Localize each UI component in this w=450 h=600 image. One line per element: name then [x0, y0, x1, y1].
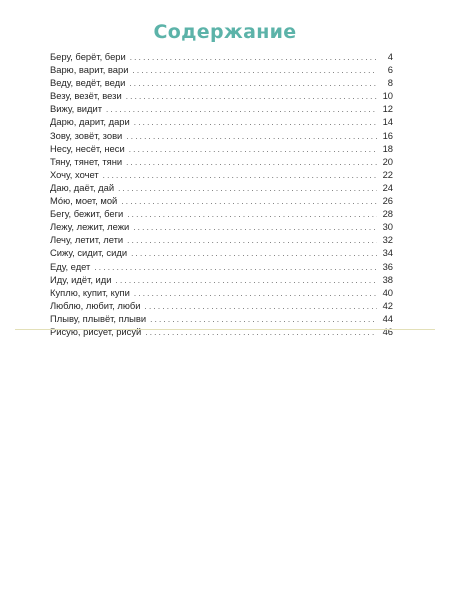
toc-entry-label: Сижу, сидит, сиди — [50, 247, 128, 259]
dot-leader — [145, 300, 377, 313]
toc-entry-page: 30 — [382, 221, 393, 233]
toc-entry — [50, 155, 393, 168]
dot-leader — [145, 326, 377, 339]
toc-entry-label: Плыву, плывёт, плыви — [50, 312, 147, 324]
toc-entry-page: 14 — [382, 116, 393, 128]
dot-leader — [94, 261, 377, 274]
toc-entry — [50, 115, 393, 128]
dot-leader — [103, 169, 377, 182]
dot-leader — [127, 234, 377, 247]
toc-entry-page: 8 — [387, 77, 393, 89]
toc-entry-label: Веду, ведёт, веди — [50, 77, 126, 89]
toc-entry-label: Тяну, тянет, тяни — [50, 155, 123, 167]
dot-leader — [116, 274, 378, 287]
toc-entry — [50, 142, 393, 155]
dot-leader — [129, 143, 377, 156]
dot-leader — [130, 51, 377, 64]
toc-entry-page: 22 — [382, 168, 393, 180]
divider-line — [15, 329, 435, 330]
dot-leader — [126, 156, 377, 169]
toc-entry-page: 46 — [382, 325, 393, 337]
dot-leader — [134, 287, 377, 300]
toc-entry — [50, 207, 393, 220]
toc-entry-page: 26 — [382, 195, 393, 207]
toc-entry-page: 18 — [382, 142, 393, 154]
toc-entry-label: Зову, зовёт, зови — [50, 129, 123, 141]
dot-leader — [121, 195, 377, 208]
dot-leader — [131, 247, 377, 260]
dot-leader — [133, 221, 377, 234]
toc-entry-label: Куплю, купит, купи — [50, 286, 130, 298]
toc-entry-label: Лечу, летит, лети — [50, 234, 124, 246]
toc-entry — [50, 299, 393, 312]
toc-entry-page: 40 — [382, 286, 393, 298]
toc-entry-page: 16 — [382, 129, 393, 141]
toc-entry-page: 28 — [382, 208, 393, 220]
toc-entry-page: 6 — [387, 64, 393, 76]
toc-entry-page: 12 — [382, 103, 393, 115]
toc-entry-label: Беру, берёт, бери — [50, 51, 126, 62]
toc-entry-label: Рисую, рисует, рисуй — [50, 325, 142, 337]
toc-entry-page: 10 — [382, 90, 393, 102]
toc-entry-page: 36 — [382, 260, 393, 272]
page-title: Содержание — [153, 21, 297, 43]
toc-entry — [50, 50, 393, 63]
toc-entry-label: Дарю, дарит, дари — [50, 116, 130, 128]
toc-entry-page: 38 — [382, 273, 393, 285]
toc-entry — [50, 102, 393, 115]
dot-leader — [150, 313, 377, 326]
toc-entry — [50, 325, 393, 338]
toc-entry — [50, 286, 393, 299]
toc-entry-label: Несу, несёт, неси — [50, 142, 125, 154]
toc-entry-label: Хочу, хочет — [50, 168, 99, 180]
toc-entry-label: Даю, даёт, дай — [50, 181, 115, 193]
dot-leader — [129, 77, 377, 90]
toc-entry — [50, 260, 393, 273]
toc-entry-label: Лежу, лежит, лежи — [50, 221, 130, 233]
toc-entry — [50, 76, 393, 89]
toc-entry-label: Везу, везёт, вези — [50, 90, 122, 102]
toc-entry-page: 4 — [387, 51, 393, 62]
toc-entry-label: Люблю, любит, люби — [50, 299, 141, 311]
dot-leader — [118, 182, 377, 195]
toc-entry-page: 24 — [382, 181, 393, 193]
toc-entry-label: Иду, идёт, иди — [50, 273, 112, 285]
toc-entry — [50, 129, 393, 142]
toc-entry-page: 34 — [382, 247, 393, 259]
toc-entry — [50, 168, 393, 181]
toc-entry — [50, 194, 393, 207]
toc-entry — [50, 312, 393, 325]
toc-entry-page: 44 — [382, 312, 393, 324]
toc-entry-label: Мо́ю, моет, мой — [50, 195, 118, 207]
dot-leader — [106, 103, 377, 116]
toc-entry — [50, 181, 393, 194]
toc-entry-page: 42 — [382, 299, 393, 311]
toc-entry — [50, 233, 393, 246]
toc-entry — [50, 89, 393, 102]
toc-entry-label: Варю, варит, вари — [50, 64, 129, 76]
toc-entry — [50, 246, 393, 259]
toc-entry-page: 32 — [382, 234, 393, 246]
toc-entry-page: 20 — [382, 155, 393, 167]
toc-entry-label: Вижу, видит — [50, 103, 103, 115]
toc-entry — [50, 220, 393, 233]
toc-entry — [50, 273, 393, 286]
dot-leader — [132, 64, 377, 77]
dot-leader — [126, 90, 377, 103]
dot-leader — [127, 208, 377, 221]
toc-entry-label: Бегу, бежит, беги — [50, 208, 124, 220]
dot-leader — [134, 116, 377, 129]
dot-leader — [126, 130, 377, 143]
table-of-contents — [50, 50, 393, 338]
toc-entry — [50, 63, 393, 76]
toc-entry-label: Еду, едет — [50, 260, 91, 272]
